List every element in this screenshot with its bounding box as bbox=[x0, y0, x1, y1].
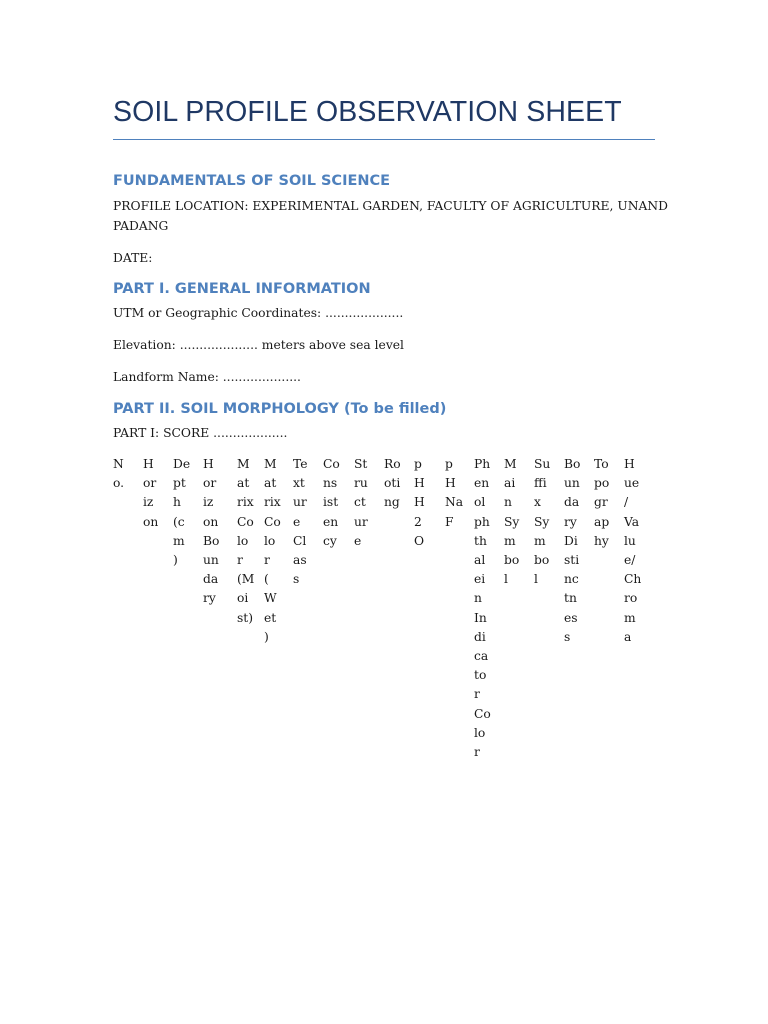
utm-field: UTM or Geographic Coordinates: .................... bbox=[113, 306, 404, 320]
column-header-fragment: a bbox=[624, 629, 632, 644]
column-header-fragment: To bbox=[594, 457, 609, 471]
column-header-fragment: tn bbox=[564, 591, 577, 606]
column-header-fragment: di bbox=[474, 629, 486, 644]
column-header-fragment: xt bbox=[293, 476, 305, 491]
column-header-fragment: l bbox=[534, 572, 538, 587]
profile-location-line1: PROFILE LOCATION: EXPERIMENTAL GARDEN, FACULTY OF AGRICULTURE, UNAND bbox=[113, 199, 668, 213]
column-header-fragment: th bbox=[474, 533, 487, 548]
column-header-fragment: Ph bbox=[474, 457, 491, 471]
column-header-fragment: bo bbox=[534, 553, 550, 568]
column-header-fragment: lo bbox=[264, 533, 276, 548]
column-header-fragment: Sy bbox=[504, 514, 520, 529]
column-header-fragment: on bbox=[203, 514, 219, 529]
column-header-fragment: lo bbox=[474, 725, 486, 740]
column-header-fragment: ( bbox=[264, 572, 269, 587]
column-header-fragment: ng bbox=[384, 495, 400, 510]
column-header-fragment: Sy bbox=[534, 514, 550, 529]
column-header-fragment: Co bbox=[237, 514, 254, 529]
column-header-fragment: or bbox=[203, 476, 217, 491]
column-header-fragment: pt bbox=[173, 476, 186, 491]
column-header-fragment: un bbox=[564, 476, 580, 491]
column-header-fragment: r bbox=[237, 553, 243, 568]
column-header-fragment: po bbox=[594, 476, 610, 491]
column-header-fragment: o. bbox=[113, 476, 125, 491]
column-header-fragment: ffi bbox=[534, 476, 547, 491]
table-column-header bbox=[504, 455, 519, 589]
column-header-fragment: hy bbox=[594, 533, 609, 548]
column-header-fragment: at bbox=[237, 476, 250, 491]
column-header-fragment: H bbox=[143, 457, 154, 471]
column-header-fragment: lo bbox=[237, 533, 249, 548]
date-label: DATE: bbox=[113, 251, 153, 265]
column-header-fragment: ist bbox=[323, 495, 339, 510]
column-header-fragment: Ch bbox=[624, 572, 642, 587]
column-header-fragment: ur bbox=[354, 514, 368, 529]
column-header-fragment: r bbox=[264, 553, 270, 568]
column-header-fragment: Cl bbox=[293, 533, 307, 548]
table-column-header bbox=[384, 455, 401, 513]
column-header-fragment: rix bbox=[264, 495, 281, 510]
column-header-fragment: es bbox=[564, 610, 578, 625]
column-header-fragment: ur bbox=[293, 495, 307, 510]
column-header-fragment: H bbox=[414, 476, 425, 491]
title-underline bbox=[113, 139, 655, 140]
column-header-fragment: M bbox=[237, 457, 250, 471]
column-header-fragment: on bbox=[143, 514, 159, 529]
column-header-fragment: n bbox=[504, 495, 512, 510]
column-header-fragment: at bbox=[264, 476, 277, 491]
column-header-fragment: x bbox=[534, 495, 541, 510]
table-column-header bbox=[624, 455, 641, 647]
column-header-fragment: to bbox=[474, 668, 487, 683]
column-header-fragment: en bbox=[474, 476, 490, 491]
column-header-fragment: ph bbox=[474, 514, 490, 529]
column-header-fragment: da bbox=[564, 495, 580, 510]
column-header-fragment: s bbox=[564, 629, 571, 644]
table-column-header bbox=[203, 455, 219, 609]
column-header-fragment: iz bbox=[203, 495, 214, 510]
elevation-field: Elevation: .................... meters above sea level bbox=[113, 338, 404, 352]
column-header-fragment: / bbox=[624, 495, 629, 510]
column-header-fragment: rix bbox=[237, 495, 254, 510]
column-header-fragment: as bbox=[293, 553, 307, 568]
column-header-fragment: H bbox=[445, 476, 456, 491]
column-header-fragment: s bbox=[293, 572, 300, 587]
soil-morphology-table-header bbox=[113, 455, 673, 775]
column-header-fragment: e bbox=[293, 514, 301, 529]
column-header-fragment: Co bbox=[264, 514, 281, 529]
column-header-fragment: lu bbox=[624, 533, 636, 548]
table-column-header bbox=[323, 455, 340, 551]
column-header-fragment: ei bbox=[474, 572, 486, 587]
column-header-fragment: st) bbox=[237, 610, 254, 625]
column-header-fragment: bo bbox=[504, 553, 520, 568]
column-header-fragment: Co bbox=[323, 457, 340, 471]
column-header-fragment: ns bbox=[323, 476, 338, 491]
column-header-fragment: Di bbox=[564, 533, 578, 548]
column-header-fragment: W bbox=[264, 591, 277, 606]
table-column-header bbox=[237, 455, 254, 628]
column-header-fragment: (c bbox=[173, 514, 185, 529]
column-header-fragment: p bbox=[445, 457, 453, 471]
column-header-fragment: m bbox=[624, 610, 636, 625]
column-header-fragment: e bbox=[354, 533, 362, 548]
column-header-fragment: H bbox=[414, 495, 425, 510]
column-header-fragment: da bbox=[203, 572, 219, 587]
landform-field: Landform Name: .................... bbox=[113, 370, 301, 384]
column-header-fragment: ) bbox=[173, 553, 178, 568]
column-header-fragment: M bbox=[264, 457, 277, 471]
column-header-fragment: r bbox=[474, 745, 480, 760]
column-header-fragment: M bbox=[504, 457, 517, 471]
column-header-fragment: Bo bbox=[203, 533, 220, 548]
table-column-header bbox=[354, 455, 368, 551]
column-header-fragment: Va bbox=[624, 514, 640, 529]
column-header-fragment: ) bbox=[264, 629, 269, 644]
table-column-header bbox=[173, 455, 190, 570]
profile-location-line2: PADANG bbox=[113, 219, 169, 233]
column-header-fragment: p bbox=[414, 457, 422, 471]
column-header-fragment: ro bbox=[624, 591, 638, 606]
column-header-fragment: In bbox=[474, 610, 487, 625]
column-header-fragment: l bbox=[504, 572, 508, 587]
table-column-header bbox=[264, 455, 281, 647]
column-header-fragment: Ro bbox=[384, 457, 401, 471]
column-header-fragment: H bbox=[624, 457, 635, 471]
column-header-fragment: m bbox=[534, 533, 546, 548]
column-header-fragment: or bbox=[143, 476, 157, 491]
table-column-header bbox=[113, 455, 124, 493]
table-column-header bbox=[594, 455, 609, 551]
column-header-fragment: h bbox=[173, 495, 181, 510]
table-column-header bbox=[474, 455, 491, 762]
column-header-fragment: De bbox=[173, 457, 191, 471]
column-header-fragment: ai bbox=[504, 476, 516, 491]
column-header-fragment: e/ bbox=[624, 553, 636, 568]
column-header-fragment: ru bbox=[354, 476, 368, 491]
table-column-header bbox=[564, 455, 580, 647]
column-header-fragment: ry bbox=[203, 591, 216, 606]
column-header-fragment: oi bbox=[237, 591, 249, 606]
column-header-fragment: (M bbox=[237, 572, 255, 587]
column-header-fragment: Su bbox=[534, 457, 551, 471]
table-column-header bbox=[293, 455, 308, 589]
table-column-header bbox=[534, 455, 550, 589]
subtitle-heading: FUNDAMENTALS OF SOIL SCIENCE bbox=[113, 173, 391, 189]
part1-heading: PART I. GENERAL INFORMATION bbox=[113, 281, 371, 297]
table-column-header bbox=[143, 455, 158, 532]
column-header-fragment: ol bbox=[474, 495, 486, 510]
column-header-fragment: nc bbox=[564, 572, 579, 587]
column-header-fragment: ry bbox=[564, 514, 577, 529]
column-header-fragment: Te bbox=[293, 457, 308, 471]
column-header-fragment: Na bbox=[445, 495, 464, 510]
column-header-fragment: Co bbox=[474, 706, 491, 721]
column-header-fragment: F bbox=[445, 514, 454, 529]
column-header-fragment: gr bbox=[594, 495, 608, 510]
column-header-fragment: ca bbox=[474, 649, 489, 664]
column-header-fragment: oti bbox=[384, 476, 401, 491]
column-header-fragment: et bbox=[264, 610, 277, 625]
column-header-fragment: O bbox=[414, 533, 425, 548]
part2-heading: PART II. SOIL MORPHOLOGY (To be filled) bbox=[113, 401, 447, 417]
column-header-fragment: al bbox=[474, 553, 486, 568]
column-header-fragment: Bo bbox=[564, 457, 581, 471]
column-header-fragment: 2 bbox=[414, 514, 422, 529]
column-header-fragment: en bbox=[323, 514, 339, 529]
column-header-fragment: un bbox=[203, 553, 219, 568]
column-header-fragment: ap bbox=[594, 514, 610, 529]
column-header-fragment: ct bbox=[354, 495, 366, 510]
column-header-fragment: ue bbox=[624, 476, 640, 491]
column-header-fragment: sti bbox=[564, 553, 580, 568]
column-header-fragment: n bbox=[474, 591, 482, 606]
column-header-fragment: r bbox=[474, 687, 480, 702]
table-column-header bbox=[414, 455, 425, 551]
score-field: PART I: SCORE ................... bbox=[113, 426, 288, 440]
column-header-fragment: iz bbox=[143, 495, 154, 510]
document-title: SOIL PROFILE OBSERVATION SHEET bbox=[113, 96, 622, 128]
column-header-fragment: m bbox=[504, 533, 516, 548]
column-header-fragment: H bbox=[203, 457, 214, 471]
column-header-fragment: N bbox=[113, 457, 124, 471]
table-column-header bbox=[445, 455, 463, 532]
column-header-fragment: St bbox=[354, 457, 368, 471]
column-header-fragment: cy bbox=[323, 533, 337, 548]
column-header-fragment: m bbox=[173, 533, 185, 548]
